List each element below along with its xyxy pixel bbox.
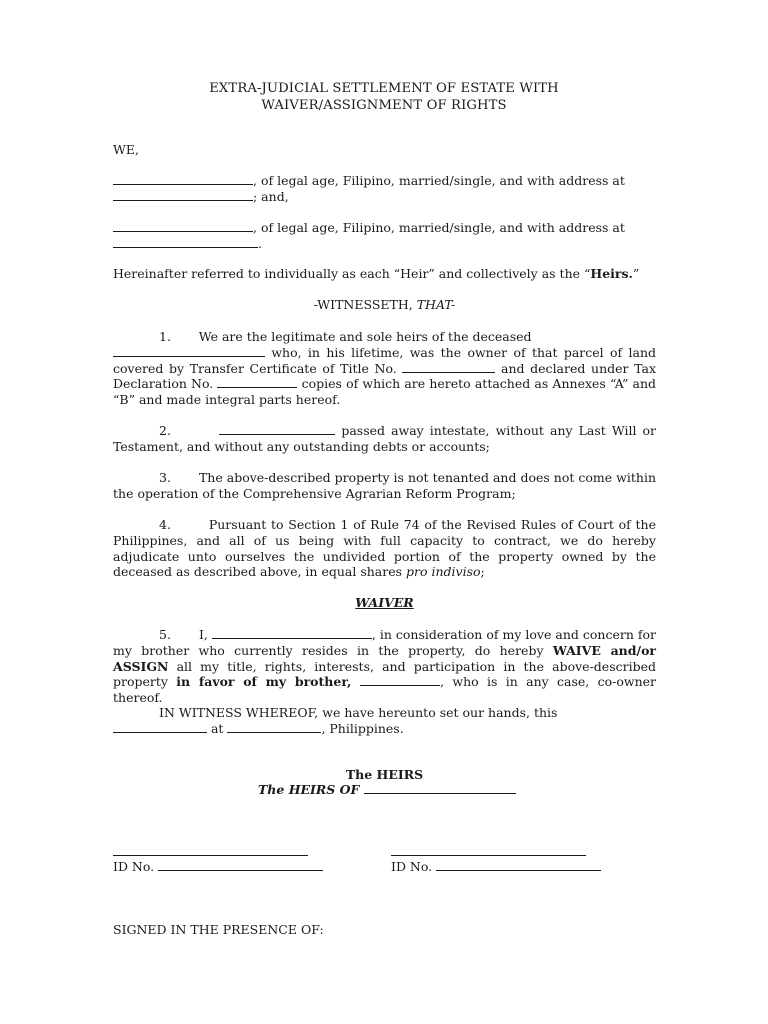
date-blank xyxy=(113,721,207,733)
heirs-heading: The HEIRS xyxy=(345,767,424,782)
signed-in-presence: SIGNED IN THE PRESENCE OF: xyxy=(113,922,324,937)
brother-name-blank xyxy=(360,674,440,686)
paragraph-3-number: 3. xyxy=(159,470,171,485)
witness-whereof-paragraph: IN WITNESS WHEREOF, we have hereunto set our hands, this at , Philippines. xyxy=(113,705,656,737)
hereinafter-paragraph: Hereinafter referred to individually as each “Heir” and collectively as the “Heirs.” xyxy=(113,266,640,281)
paragraph-1: 1. We are the legitimate and sole heirs of the deceased who, in his lifetime, was the owner of that parcel of land covered by Transfer Certificate of Title No. and declared under Tax Declaration No. copies of which are hereto attached as Annexes “A” and “B” and made integral parts hereof. xyxy=(113,329,656,408)
we-label: WE, xyxy=(113,142,139,157)
party-2-name-blank xyxy=(113,220,253,232)
document-title xyxy=(0,80,768,114)
party-1-address-blank xyxy=(113,189,253,201)
paragraph-5: 5. I, , in consideration of my love and concern for my brother who currently resides in the property, do hereby WAIVE and/or ASSIGN all my title, rights, interests, and participation in the above-described property in favor of my brother, , who is in any case, co-owner thereof. xyxy=(113,627,657,706)
tct-number-blank xyxy=(402,361,495,373)
place-blank xyxy=(227,721,321,733)
id-no-left: ID No. xyxy=(113,859,353,875)
deceased-name-blank xyxy=(113,345,265,357)
signature-line-right xyxy=(391,855,586,856)
party-2-paragraph: , of legal age, Filipino, married/single, and with address at . xyxy=(113,220,656,252)
id-no-right-blank xyxy=(436,859,601,871)
witnesseth-heading: -WITNESSETH, THAT- xyxy=(313,297,456,312)
paragraph-4-number: 4. xyxy=(159,517,171,532)
heirs-of-blank xyxy=(364,782,516,794)
id-no-right: ID No. xyxy=(391,859,631,875)
title-line-1: EXTRA-JUDICIAL SETTLEMENT OF ESTATE WITH xyxy=(209,81,559,96)
party-1-paragraph: , of legal age, Filipino, married/single, and with address at ; and, xyxy=(113,173,656,205)
tax-declaration-blank xyxy=(217,376,297,388)
waiving-heir-name-blank xyxy=(212,627,372,639)
party-1-name-blank xyxy=(113,173,253,185)
title-line-2: WAIVER/ASSIGNMENT OF RIGHTS xyxy=(261,98,507,113)
paragraph-4: 4. Pursuant to Section 1 of Rule 74 of the Revised Rules of Court of the Philippines, and all of us being with full capacity to contract, we do hereby adjudicate unto ourselves the undivided portion of the property owned by the deceased as described above, in equal shares pro indiviso; xyxy=(113,517,656,580)
paragraph-5-number: 5. xyxy=(159,627,171,642)
paragraph-2: 2. passed away intestate, without any Last Will or Testament, and without any outstanding debts or accounts; xyxy=(113,423,656,454)
heirs-of-line: The HEIRS OF xyxy=(258,782,558,798)
signature-line-left xyxy=(113,855,308,856)
deceased-name-blank-2 xyxy=(219,423,335,435)
paragraph-2-number: 2. xyxy=(159,423,171,438)
paragraph-1-number: 1. xyxy=(159,329,171,344)
waiver-heading: WAIVER xyxy=(355,595,414,610)
party-2-address-blank xyxy=(113,236,258,248)
id-no-left-blank xyxy=(158,859,323,871)
paragraph-3: 3. The above-described property is not tenanted and does not come within the operation of the Comprehensive Agrarian Reform Program; xyxy=(113,470,657,501)
